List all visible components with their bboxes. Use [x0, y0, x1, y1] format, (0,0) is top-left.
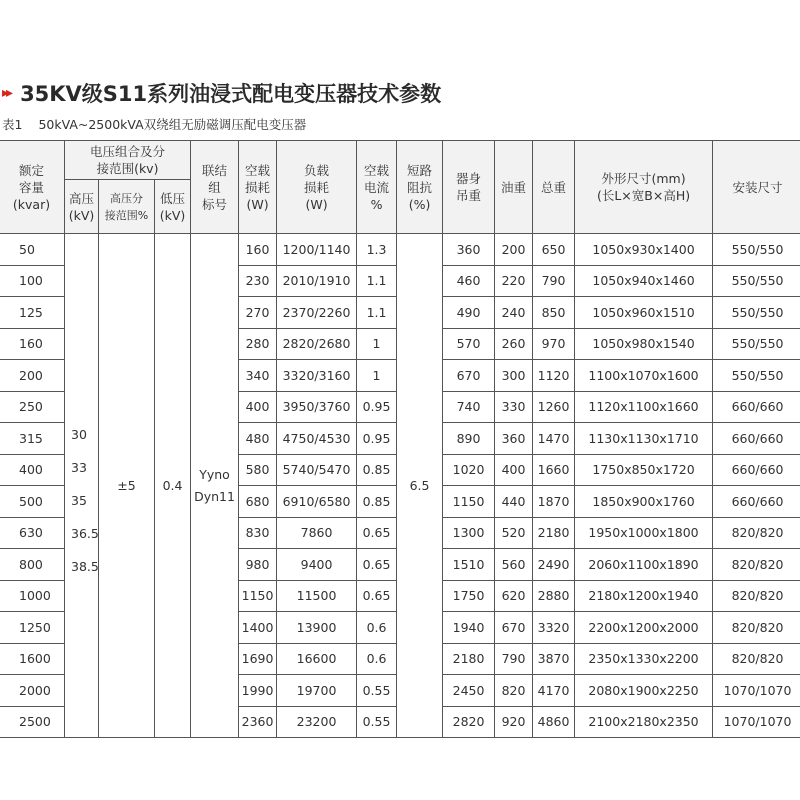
mounting-cell: 820/820 — [713, 643, 800, 675]
noload-loss-cell: 680 — [239, 486, 277, 518]
mounting-cell: 1070/1070 — [713, 675, 800, 707]
oil-weight-cell: 790 — [495, 643, 533, 675]
noload-current-cell: 0.6 — [357, 643, 397, 675]
load-loss-cell: 2010/1910 — [277, 265, 357, 297]
oil-weight-cell: 820 — [495, 675, 533, 707]
header-capacity: 额定 容量 (kvar) — [0, 141, 65, 234]
noload-current-cell: 1.3 — [357, 234, 397, 266]
mounting-cell: 820/820 — [713, 612, 800, 644]
total-weight-cell: 1120 — [533, 360, 575, 392]
capacity-cell: 160 — [0, 328, 65, 360]
noload-loss-cell: 270 — [239, 297, 277, 329]
oil-weight-cell: 620 — [495, 580, 533, 612]
table-body — [0, 234, 800, 738]
header-lv: 低压 (kV) — [155, 180, 191, 234]
noload-loss-cell: 230 — [239, 265, 277, 297]
hv-value: 33 — [71, 460, 87, 475]
total-weight-cell: 850 — [533, 297, 575, 329]
capacity-cell: 250 — [0, 391, 65, 423]
connection-value: Dyn11 — [194, 488, 235, 504]
load-loss-cell: 7860 — [277, 517, 357, 549]
load-loss-cell: 2370/2260 — [277, 297, 357, 329]
total-weight-cell: 970 — [533, 328, 575, 360]
hv-values-cell — [65, 234, 99, 738]
noload-current-cell: 0.85 — [357, 486, 397, 518]
load-loss-cell: 11500 — [277, 580, 357, 612]
capacity-cell: 315 — [0, 423, 65, 455]
body-weight-cell: 1300 — [443, 517, 495, 549]
table-label: 表1 — [2, 117, 23, 132]
noload-loss-cell: 480 — [239, 423, 277, 455]
dimensions-cell: 2200x1200x2000 — [575, 612, 713, 644]
oil-weight-cell: 400 — [495, 454, 533, 486]
noload-loss-cell: 830 — [239, 517, 277, 549]
body-weight-cell: 2820 — [443, 706, 495, 738]
hv-value: 35 — [71, 493, 87, 508]
noload-current-cell: 1.1 — [357, 265, 397, 297]
body-weight-cell: 890 — [443, 423, 495, 455]
mounting-cell: 820/820 — [713, 580, 800, 612]
load-loss-cell: 9400 — [277, 549, 357, 581]
capacity-cell: 1600 — [0, 643, 65, 675]
dimensions-cell: 1950x1000x1800 — [575, 517, 713, 549]
mounting-cell: 550/550 — [713, 360, 800, 392]
mounting-cell: 660/660 — [713, 391, 800, 423]
dimensions-cell: 1050x940x1460 — [575, 265, 713, 297]
dimensions-cell: 1850x900x1760 — [575, 486, 713, 518]
header-noload-loss: 空载 损耗 (W) — [239, 141, 277, 234]
header-connection: 联结 组 标号 — [191, 141, 239, 234]
noload-current-cell: 1 — [357, 328, 397, 360]
header-total-weight: 总重 — [533, 141, 575, 234]
noload-loss-cell: 1400 — [239, 612, 277, 644]
noload-loss-cell: 1990 — [239, 675, 277, 707]
header-load-loss: 负载 损耗 (W) — [277, 141, 357, 234]
mounting-cell: 660/660 — [713, 423, 800, 455]
load-loss-cell: 16600 — [277, 643, 357, 675]
header-body-weight: 器身 吊重 — [443, 141, 495, 234]
total-weight-cell: 4860 — [533, 706, 575, 738]
dimensions-cell: 2100x2180x2350 — [575, 706, 713, 738]
body-weight-cell: 2450 — [443, 675, 495, 707]
oil-weight-cell: 560 — [495, 549, 533, 581]
noload-current-cell: 0.55 — [357, 706, 397, 738]
total-weight-cell: 2180 — [533, 517, 575, 549]
header-mounting: 安装尺寸 — [713, 141, 800, 234]
capacity-cell: 400 — [0, 454, 65, 486]
total-weight-cell: 1260 — [533, 391, 575, 423]
title-text: 35KV级S11系列油浸式配电变压器技术参数 — [20, 82, 442, 106]
noload-current-cell: 0.65 — [357, 517, 397, 549]
mounting-cell: 660/660 — [713, 454, 800, 486]
load-loss-cell: 6910/6580 — [277, 486, 357, 518]
total-weight-cell: 4170 — [533, 675, 575, 707]
noload-loss-cell: 340 — [239, 360, 277, 392]
total-weight-cell: 2880 — [533, 580, 575, 612]
body-weight-cell: 1150 — [443, 486, 495, 518]
mounting-cell: 550/550 — [713, 265, 800, 297]
dimensions-cell: 1050x960x1510 — [575, 297, 713, 329]
oil-weight-cell: 440 — [495, 486, 533, 518]
header-tap: 高压分 接范围% — [99, 180, 155, 234]
oil-weight-cell: 360 — [495, 423, 533, 455]
header-dimensions: 外形尺寸(mm) (长L×宽B×高H) — [575, 141, 713, 234]
total-weight-cell: 2490 — [533, 549, 575, 581]
load-loss-cell: 19700 — [277, 675, 357, 707]
capacity-cell: 100 — [0, 265, 65, 297]
capacity-cell: 500 — [0, 486, 65, 518]
impedance-cell: 6.5 — [397, 234, 443, 738]
capacity-cell: 630 — [0, 517, 65, 549]
table-row — [0, 234, 800, 266]
hv-value: 36.5 — [71, 526, 99, 541]
noload-loss-cell: 1150 — [239, 580, 277, 612]
total-weight-cell: 1660 — [533, 454, 575, 486]
mounting-cell: 820/820 — [713, 517, 800, 549]
spec-table — [0, 140, 800, 738]
capacity-cell: 1000 — [0, 580, 65, 612]
noload-current-cell: 1 — [357, 360, 397, 392]
load-loss-cell: 23200 — [277, 706, 357, 738]
body-weight-cell: 1020 — [443, 454, 495, 486]
document-title — [2, 78, 441, 108]
mounting-cell: 550/550 — [713, 234, 800, 266]
oil-weight-cell: 200 — [495, 234, 533, 266]
dimensions-cell: 2180x1200x1940 — [575, 580, 713, 612]
load-loss-cell: 2820/2680 — [277, 328, 357, 360]
header-impedance: 短路 阻抗 (%) — [397, 141, 443, 234]
oil-weight-cell: 330 — [495, 391, 533, 423]
header-hv: 高压 (kV) — [65, 180, 99, 234]
noload-current-cell: 0.65 — [357, 549, 397, 581]
load-loss-cell: 5740/5470 — [277, 454, 357, 486]
body-weight-cell: 1750 — [443, 580, 495, 612]
noload-loss-cell: 400 — [239, 391, 277, 423]
noload-current-cell: 0.85 — [357, 454, 397, 486]
dimensions-cell: 1050x980x1540 — [575, 328, 713, 360]
body-weight-cell: 490 — [443, 297, 495, 329]
noload-current-cell: 0.65 — [357, 580, 397, 612]
body-weight-cell: 460 — [443, 265, 495, 297]
body-weight-cell: 2180 — [443, 643, 495, 675]
oil-weight-cell: 260 — [495, 328, 533, 360]
total-weight-cell: 790 — [533, 265, 575, 297]
header-voltage-group: 电压组合及分 接范围(kv) — [65, 141, 191, 180]
noload-loss-cell: 2360 — [239, 706, 277, 738]
noload-loss-cell: 1690 — [239, 643, 277, 675]
connection-value: Yyno — [199, 466, 230, 482]
capacity-cell: 2500 — [0, 706, 65, 738]
dimensions-cell: 1050x930x1400 — [575, 234, 713, 266]
total-weight-cell: 3320 — [533, 612, 575, 644]
capacity-cell: 125 — [0, 297, 65, 329]
total-weight-cell: 1870 — [533, 486, 575, 518]
noload-current-cell: 0.6 — [357, 612, 397, 644]
body-weight-cell: 1940 — [443, 612, 495, 644]
double-arrow-icon: ▸▸ — [2, 85, 11, 101]
header-noload-current: 空载 电流 % — [357, 141, 397, 234]
body-weight-cell: 1510 — [443, 549, 495, 581]
hv-value: 30 — [71, 427, 87, 442]
total-weight-cell: 650 — [533, 234, 575, 266]
table-caption — [2, 115, 306, 133]
body-weight-cell: 670 — [443, 360, 495, 392]
noload-current-cell: 0.95 — [357, 391, 397, 423]
mounting-cell: 660/660 — [713, 486, 800, 518]
table-caption-text: 50kVA~2500kVA双绕组无励磁调压配电变压器 — [38, 117, 307, 132]
load-loss-cell: 1200/1140 — [277, 234, 357, 266]
dimensions-cell: 2350x1330x2200 — [575, 643, 713, 675]
dimensions-cell: 1130x1130x1710 — [575, 423, 713, 455]
oil-weight-cell: 300 — [495, 360, 533, 392]
body-weight-cell: 740 — [443, 391, 495, 423]
capacity-cell: 200 — [0, 360, 65, 392]
oil-weight-cell: 920 — [495, 706, 533, 738]
dimensions-cell: 2060x1100x1890 — [575, 549, 713, 581]
noload-loss-cell: 280 — [239, 328, 277, 360]
noload-loss-cell: 580 — [239, 454, 277, 486]
load-loss-cell: 3950/3760 — [277, 391, 357, 423]
capacity-cell: 1250 — [0, 612, 65, 644]
header-oil-weight: 油重 — [495, 141, 533, 234]
body-weight-cell: 360 — [443, 234, 495, 266]
tap-range-cell: ±5 — [99, 234, 155, 738]
mounting-cell: 1070/1070 — [713, 706, 800, 738]
oil-weight-cell: 220 — [495, 265, 533, 297]
noload-loss-cell: 980 — [239, 549, 277, 581]
load-loss-cell: 4750/4530 — [277, 423, 357, 455]
mounting-cell: 820/820 — [713, 549, 800, 581]
dimensions-cell: 1100x1070x1600 — [575, 360, 713, 392]
body-weight-cell: 570 — [443, 328, 495, 360]
oil-weight-cell: 670 — [495, 612, 533, 644]
dimensions-cell: 1120x1100x1660 — [575, 391, 713, 423]
mounting-cell: 550/550 — [713, 297, 800, 329]
oil-weight-cell: 520 — [495, 517, 533, 549]
capacity-cell: 2000 — [0, 675, 65, 707]
lv-cell: 0.4 — [155, 234, 191, 738]
capacity-cell: 50 — [0, 234, 65, 266]
connection-cell — [191, 234, 239, 738]
noload-current-cell: 1.1 — [357, 297, 397, 329]
load-loss-cell: 3320/3160 — [277, 360, 357, 392]
load-loss-cell: 13900 — [277, 612, 357, 644]
total-weight-cell: 3870 — [533, 643, 575, 675]
capacity-cell: 800 — [0, 549, 65, 581]
hv-value: 38.5 — [71, 559, 99, 574]
noload-current-cell: 0.95 — [357, 423, 397, 455]
dimensions-cell: 2080x1900x2250 — [575, 675, 713, 707]
total-weight-cell: 1470 — [533, 423, 575, 455]
dimensions-cell: 1750x850x1720 — [575, 454, 713, 486]
noload-current-cell: 0.55 — [357, 675, 397, 707]
noload-loss-cell: 160 — [239, 234, 277, 266]
mounting-cell: 550/550 — [713, 328, 800, 360]
oil-weight-cell: 240 — [495, 297, 533, 329]
